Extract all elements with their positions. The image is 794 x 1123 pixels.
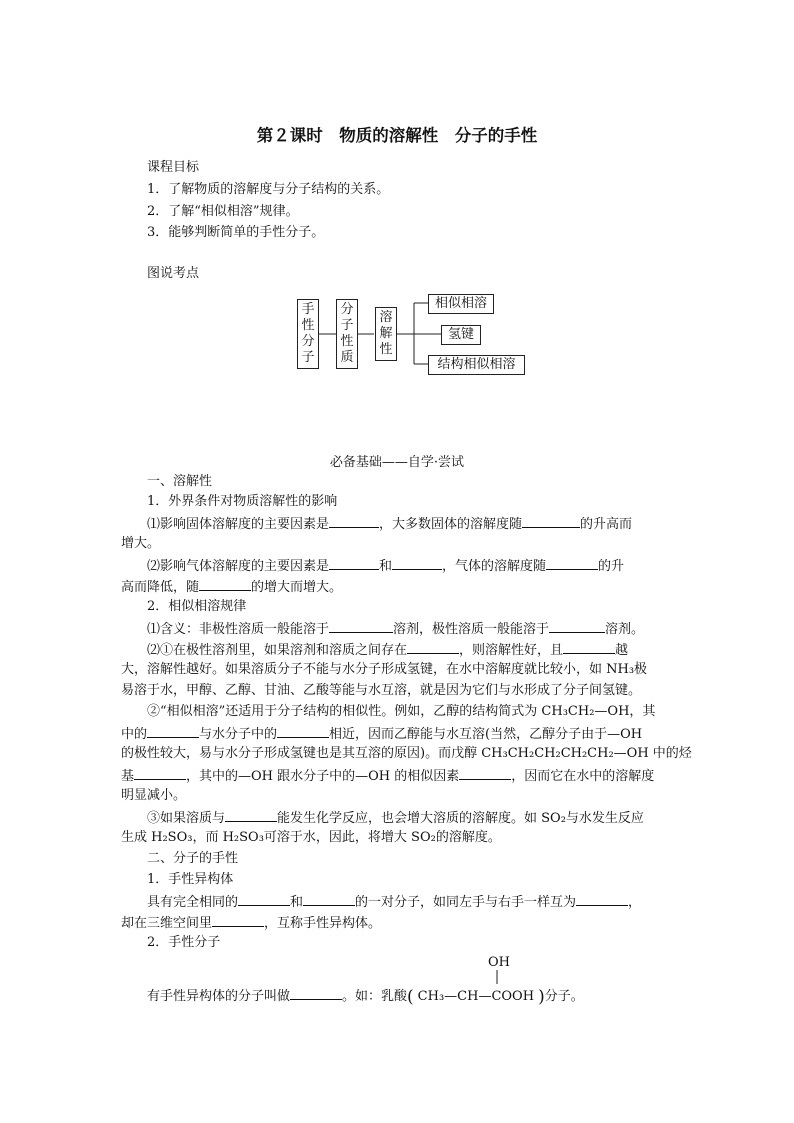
text: ，气体的溶解度随	[442, 559, 547, 574]
part2-sub1: 1．手性异构体	[147, 872, 234, 887]
text: 能发生化学反应，也会增大溶质的溶解度。如 SO₂与水发生反应	[277, 811, 644, 826]
text: 和	[379, 559, 393, 574]
paragraph-line: 易溶于水，甲醇、乙醇、甘油、乙酸等能与水互溶，就是因为它们与水形成了分子间氢键。	[121, 683, 642, 698]
text: ，则溶解性好，且	[459, 643, 564, 658]
goals-heading: 课程目标	[147, 160, 200, 175]
text: 中的	[121, 727, 148, 742]
text: 溶剂，极性溶质一般能溶于	[393, 622, 550, 637]
paren-close: )	[538, 987, 545, 1007]
node-char: 分	[340, 302, 354, 317]
text: ⑴影响固体溶解度的主要因素是	[147, 517, 330, 532]
node-char: 质	[340, 350, 354, 365]
node-char: 解	[379, 326, 393, 341]
goal-item-2: 2．了解“相似相溶”规律。	[147, 204, 299, 219]
page-title: 第２课时 物质的溶解性 分子的手性	[256, 126, 538, 145]
node-structural-similarity: 结构相似相溶	[428, 355, 525, 375]
text: ，其中的—OH 跟水分子中的—OH 的相似因素	[186, 769, 460, 784]
fill-blank[interactable]	[290, 985, 342, 1000]
text: 的升	[598, 559, 625, 574]
text: 和	[290, 895, 304, 910]
section-heading: 必备基础——自学·尝试	[329, 455, 465, 470]
paragraph-structure-similarity: ②“相似相溶”还适用于分子结构的相似性。例如，乙醇的结构简式为 CH₃CH₂—OH，其	[147, 704, 656, 719]
paragraph-line: 大，溶解性越好。如果溶质分子不能与水分子形成氢键，在水中溶解度就比较小，如 NH₃极	[121, 662, 648, 677]
paragraph-chiral-molecule	[147, 985, 584, 1007]
text: 与水分子中的	[199, 727, 278, 742]
text: ，因而它在水中的溶解度	[511, 769, 655, 784]
part1-sub1: 1．外界条件对物质溶解性的影响	[147, 494, 338, 509]
text: ，互称手性异构体。	[264, 916, 382, 931]
node-char: 性	[301, 318, 315, 333]
text: ，	[628, 895, 642, 910]
text: ⑵①在极性溶剂里，如果溶剂和溶质之间存在	[147, 643, 408, 658]
node-char: 溶	[379, 310, 393, 325]
goal-item-1: 1．了解物质的溶解度与分子结构的关系。	[147, 182, 390, 197]
goal-item-3: 3．能够判断简单的手性分子。	[147, 225, 325, 240]
node-hydrogen-bond: 氢键	[441, 325, 481, 345]
paragraph-line: 增大。	[121, 536, 161, 551]
node-char: 性	[379, 342, 393, 357]
paragraph-line: 生成 H₂SO₃，而 H₂SO₃可溶于水，因此，将增大 SO₂的溶解度。	[121, 830, 501, 845]
diagram-heading: 图说考点	[147, 266, 200, 281]
node-char: 手	[301, 302, 315, 317]
text: 溶剂。	[605, 622, 645, 637]
text: 相近，因而乙醇能与水互溶(当然，乙醇分子由于—OH	[329, 727, 643, 742]
text: ⑴含义：非极性溶质一般能溶于	[147, 622, 330, 637]
paren-open: (	[407, 987, 414, 1007]
text: 却在三维空间里	[121, 916, 213, 931]
part1-sub2: 2．相似相溶规律	[147, 599, 247, 614]
text: 有手性异构体的分子叫做	[147, 989, 291, 1004]
text: 基	[121, 769, 135, 784]
text: 。如：乳酸	[342, 989, 408, 1004]
node-char: 子	[340, 318, 354, 333]
node-char: 性	[340, 334, 354, 349]
text: ③如果溶质与	[147, 811, 226, 826]
part2-heading: 二、分子的手性	[147, 851, 239, 866]
lactic-acid-formula: CH₃—CH—COOH	[417, 989, 535, 1004]
part2-sub2: 2．手性分子	[147, 935, 221, 950]
node-char: 分	[301, 334, 315, 349]
text: 的增大而增大。	[251, 580, 343, 595]
node-char: 子	[301, 350, 315, 365]
text: ⑵影响气体溶解度的主要因素是	[147, 559, 330, 574]
text: 的一对分子，如同左手与右手一样互为	[355, 895, 577, 910]
text: 的升高而	[580, 517, 633, 532]
part1-heading: 一、溶解性	[147, 474, 213, 489]
text: 越	[615, 643, 629, 658]
text: 具有完全相同的	[147, 895, 239, 910]
text: ，大多数固体的溶解度随	[379, 517, 523, 532]
text: 分子。	[544, 989, 584, 1004]
node-like-dissolves-like: 相似相溶	[428, 294, 494, 314]
formula-oh-group: OH	[488, 955, 510, 970]
paragraph-line: 明显减小。	[121, 788, 187, 803]
text: 高而降低，随	[121, 580, 200, 595]
paragraph-line: 的极性较大，易与水分子形成氢键也是其互溶的原因)。而戊醇 CH₃CH₂CH₂CH₂CH₂—OH 中的烃	[121, 746, 692, 761]
